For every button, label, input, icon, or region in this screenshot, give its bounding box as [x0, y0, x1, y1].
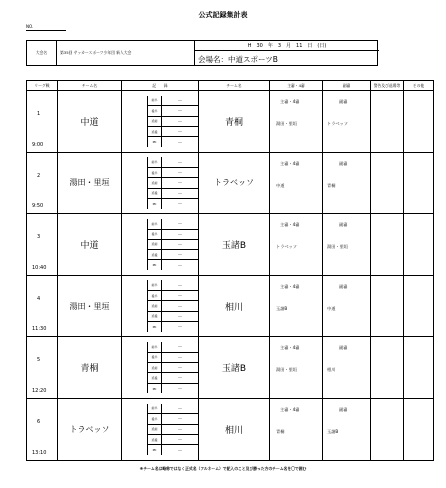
other-cell [404, 337, 434, 399]
chief-referee-cell [270, 152, 323, 214]
period-label: 延後 [148, 188, 162, 198]
score-cell: － [162, 106, 199, 116]
assistant-label: 副審 [339, 406, 348, 412]
assistant-label: 副審 [339, 283, 348, 289]
score-cell: － [162, 96, 199, 106]
period-label: 後半 [148, 106, 162, 116]
score-cell: － [162, 301, 199, 311]
match-info [27, 398, 58, 460]
match-number: 5 [37, 357, 41, 364]
period-label: 後半 [148, 414, 162, 424]
score-cell: － [162, 445, 199, 455]
period-label: 前半 [148, 342, 162, 352]
chief-label: 主審・4審 [280, 99, 300, 104]
away-team: 相川 [199, 398, 270, 460]
score-cell: － [162, 239, 199, 249]
chief-label: 主審・4審 [280, 160, 300, 166]
period-label: PK [148, 322, 162, 332]
tournament-label: 大会名 [27, 41, 57, 65]
score-cell: － [162, 260, 199, 270]
period-label: 延後 [148, 434, 162, 444]
score-cell: － [162, 322, 199, 332]
score-cell: － [162, 178, 199, 188]
column-header-row [27, 81, 434, 91]
warning-cell [371, 337, 404, 399]
score-cell: － [162, 373, 199, 383]
score-record [122, 214, 199, 276]
period-label: 前半 [148, 96, 162, 106]
score-cell: － [162, 383, 199, 393]
other-cell [404, 275, 434, 337]
kickoff-time: 11:30 [32, 326, 47, 333]
chief-referee: 玉諸B [276, 305, 288, 311]
chief-referee-cell [270, 91, 323, 153]
period-label: 延後 [148, 250, 162, 260]
match-info [27, 91, 58, 153]
score-cell: － [162, 352, 199, 362]
assistant-referee-cell [323, 152, 371, 214]
match-row [27, 91, 434, 153]
assistant-label: 副審 [339, 345, 348, 351]
away-team: 青桐 [199, 91, 270, 153]
assistant-referee: 玉諸B [327, 428, 339, 434]
period-label: 前半 [148, 404, 162, 414]
home-team: 中道 [58, 91, 122, 153]
col-chief-referee: 主審・4審 [270, 81, 323, 91]
warning-cell [371, 275, 404, 337]
period-label: PK [148, 445, 162, 455]
footnote: ※チーム名は略称ではなく正式名（フルネーム）で記入のこと及び勝った方のチーム名を〇で囲む [139, 466, 307, 471]
col-league: リーグ戦 [27, 81, 58, 91]
match-number: 6 [37, 418, 41, 425]
chief-referee: 湯田・里垣 [276, 367, 297, 373]
assistant-label: 副審 [339, 160, 348, 166]
assistant-referee: 湯田・里垣 [327, 244, 348, 250]
period-label: 延後 [148, 126, 162, 136]
chief-label: 主審・4審 [280, 406, 300, 412]
away-team: 玉諸B [199, 214, 270, 276]
other-cell [404, 214, 434, 276]
chief-referee-cell [270, 337, 323, 399]
match-number: 2 [37, 172, 41, 179]
assistant-referee: 相川 [327, 367, 336, 373]
match-row [27, 398, 434, 460]
score-cell: － [162, 116, 199, 126]
period-label: 延前 [148, 363, 162, 373]
home-team: トラベッソ [58, 398, 122, 460]
match-date: H 30 年 3 月 11 日 (日) [195, 41, 379, 51]
match-info [27, 152, 58, 214]
match-row [27, 152, 434, 214]
warning-cell [371, 214, 404, 276]
home-team: 青桐 [58, 337, 122, 399]
col-team1: チーム名 [58, 81, 122, 91]
assistant-referee-cell [323, 91, 371, 153]
col-team2: チーム名 [199, 81, 270, 91]
score-record [122, 398, 199, 460]
match-number: 1 [37, 111, 41, 117]
match-row [27, 275, 434, 337]
away-team: 相川 [199, 275, 270, 337]
period-label: PK [148, 383, 162, 393]
other-cell [404, 398, 434, 460]
kickoff-time: 9:00 [32, 141, 44, 148]
score-cell: － [162, 229, 199, 239]
home-team: 湯田・里垣 [58, 152, 122, 214]
kickoff-time: 9:50 [32, 203, 44, 210]
assistant-referee-cell [323, 214, 371, 276]
match-info [27, 214, 58, 276]
assistant-referee: トラベッソ [327, 121, 348, 126]
period-label: 前半 [148, 157, 162, 167]
chief-referee-cell [270, 214, 323, 276]
score-cell: － [162, 137, 199, 147]
chief-label: 主審・4審 [280, 222, 300, 228]
chief-referee-cell [270, 398, 323, 460]
period-label: PK [148, 260, 162, 270]
match-number: 4 [37, 295, 41, 302]
period-label: 後半 [148, 167, 162, 177]
score-record [122, 275, 199, 337]
score-cell: － [162, 126, 199, 136]
assistant-label: 副審 [339, 99, 348, 104]
warning-cell [371, 398, 404, 460]
score-cell: － [162, 250, 199, 260]
assistant-referee-cell [323, 398, 371, 460]
score-cell: － [162, 404, 199, 414]
period-label: 前半 [148, 219, 162, 229]
warning-cell [371, 152, 404, 214]
score-cell: － [162, 363, 199, 373]
period-label: 延前 [148, 116, 162, 126]
period-label: PK [148, 198, 162, 208]
results-table [26, 80, 434, 461]
period-label: 後半 [148, 229, 162, 239]
chief-referee: 青桐 [276, 428, 285, 434]
score-cell: － [162, 434, 199, 444]
period-label: 後半 [148, 352, 162, 362]
match-number: 3 [37, 234, 41, 241]
match-info [27, 275, 58, 337]
period-label: 延前 [148, 424, 162, 434]
score-cell: － [162, 424, 199, 434]
chief-referee: トラベッソ [276, 244, 297, 250]
score-record [122, 91, 199, 153]
assistant-referee-cell [323, 337, 371, 399]
period-label: 延前 [148, 301, 162, 311]
assistant-referee: 中道 [327, 305, 336, 311]
match-row [27, 214, 434, 276]
period-label: 前半 [148, 280, 162, 290]
score-cell: － [162, 167, 199, 177]
assistant-referee: 青桐 [327, 182, 336, 188]
col-other: その他 [404, 81, 434, 91]
chief-label: 主審・4審 [280, 345, 300, 351]
away-team: 玉諸B [199, 337, 270, 399]
away-team: トラベッソ [199, 152, 270, 214]
score-cell: － [162, 414, 199, 424]
chief-referee-cell [270, 275, 323, 337]
chief-label: 主審・4審 [280, 283, 300, 289]
match-info [27, 337, 58, 399]
score-record [122, 152, 199, 214]
period-label: 延前 [148, 239, 162, 249]
home-team: 湯田・里垣 [58, 275, 122, 337]
score-cell: － [162, 157, 199, 167]
period-label: 後半 [148, 291, 162, 301]
kickoff-time: 12:20 [32, 387, 47, 394]
warning-cell [371, 91, 404, 153]
period-label: 延後 [148, 311, 162, 321]
col-record: 記 録 [122, 81, 199, 91]
document-title: 公式記録集計表 [198, 11, 248, 19]
score-cell: － [162, 280, 199, 290]
other-cell [404, 91, 434, 153]
score-cell: － [162, 219, 199, 229]
score-cell: － [162, 188, 199, 198]
score-cell: － [162, 311, 199, 321]
tournament-header [26, 40, 378, 66]
venue-name: 会場名：中道スポーツB [198, 54, 278, 64]
assistant-label: 副審 [339, 222, 348, 228]
period-label: PK [148, 137, 162, 147]
score-cell: － [162, 291, 199, 301]
score-cell: － [162, 342, 199, 352]
number-label: NO. [26, 24, 34, 29]
kickoff-time: 10:40 [32, 264, 47, 271]
period-label: 延前 [148, 178, 162, 188]
chief-referee: 湯田・里垣 [276, 121, 297, 126]
number-underline [26, 30, 66, 31]
period-label: 延後 [148, 373, 162, 383]
match-row [27, 337, 434, 399]
chief-referee: 中道 [276, 182, 285, 188]
score-cell: － [162, 198, 199, 208]
col-assistant-referee: 副審 [323, 81, 371, 91]
assistant-referee-cell [323, 275, 371, 337]
home-team: 中道 [58, 214, 122, 276]
tournament-name: 第35回 サッカースポーツ少年団 新人大会 [57, 41, 195, 65]
other-cell [404, 152, 434, 214]
score-record [122, 337, 199, 399]
kickoff-time: 13:10 [32, 449, 47, 456]
col-warnings: 警告及び退場等 [371, 81, 404, 91]
